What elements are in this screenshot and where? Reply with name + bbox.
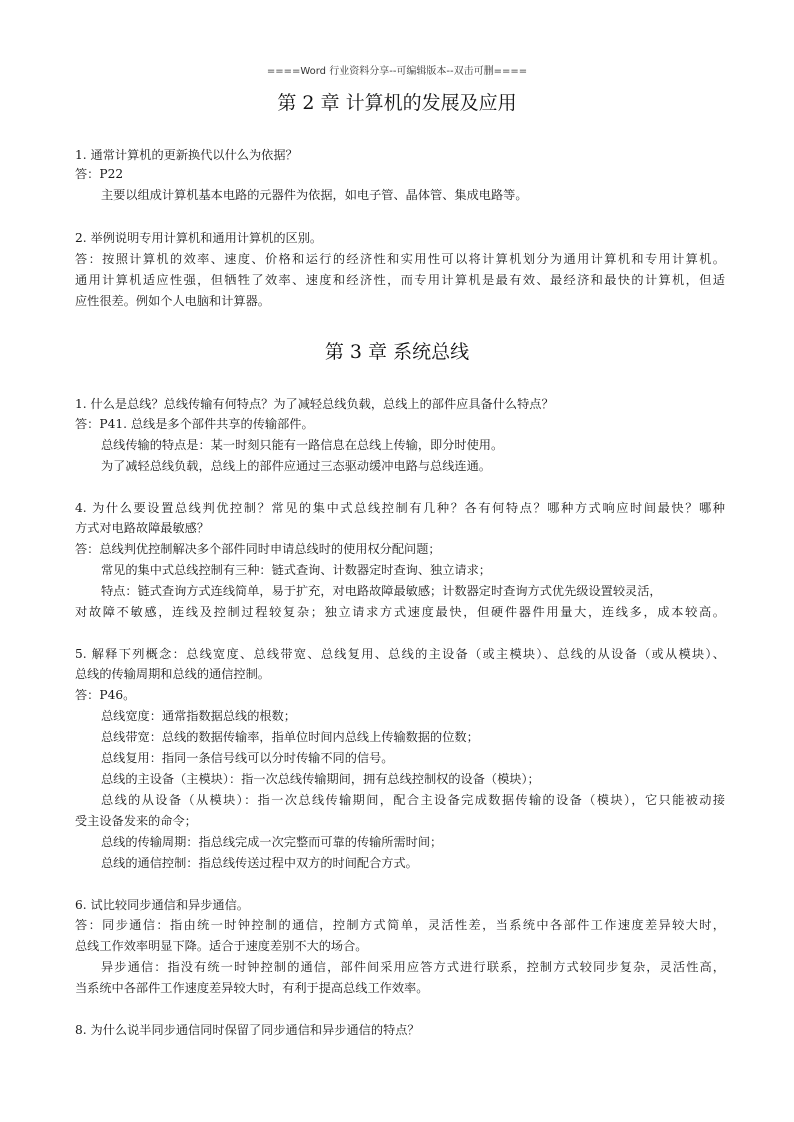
ch3-q4-question: 4. 为什么要设置总线判优控制？常见的集中式总线控制有几种？各有何特点？哪种方式响应时间最快？哪种: [75, 501, 725, 515]
ch3-q6-answer-line: 异步通信：指没有统一时钟控制的通信，部件间采用应答方式进行联系，控制方式较同步复杂，灵活性高，: [101, 960, 725, 974]
ch2-q2-answer-line: 应性很差。例如个人电脑和计算器。: [75, 294, 270, 308]
ch3-q5-question: 5. 解释下列概念：总线宽度、总线带宽、总线复用、总线的主设备（或主模块）、总线的从设备（或从模块）、: [75, 647, 725, 661]
ch2-q2-answer-line: 答：按照计算机的效率、速度、价格和运行的经济性和实用性可以将计算机划分为通用计算机和专用计算机。: [75, 252, 725, 266]
chapter-2-title: 第 2 章 计算机的发展及应用: [277, 92, 517, 114]
header-banner: ====Word 行业资料分享--可编辑版本--双击可删====: [266, 66, 528, 77]
ch3-q6-answer-line: 总线工作效率明显下降。适合于速度差别不大的场合。: [75, 939, 368, 953]
ch3-q5-answer-line: 总线的从设备（从模块）：指一次总线传输期间，配合主设备完成数据传输的设备（模块），它只能被动接: [101, 793, 725, 807]
ch3-q5-answer-line: 答：P46。: [75, 688, 136, 702]
ch3-q5-answer-line: 总线的主设备（主模块）：指一次总线传输期间，拥有总线控制权的设备（模块）；: [101, 772, 540, 786]
ch2-q1-question: 1. 通常计算机的更新换代以什么为依据？: [75, 148, 298, 162]
ch3-q5-answer-line: 总线的传输周期：指总线完成一次完整而可靠的传输所需时间；: [101, 835, 443, 849]
ch3-q5-question: 总线的传输周期和总线的通信控制。: [75, 667, 270, 681]
ch3-q5-answer-line: 总线的通信控制：指总线传送过程中双方的时间配合方式。: [101, 856, 418, 870]
ch3-q4-answer-line: 常见的集中式总线控制有三种：链式查询、计数器定时查询、独立请求；: [101, 563, 491, 577]
ch3-q1-answer-line: 答：P41. 总线是多个部件共享的传输部件。: [75, 417, 314, 431]
ch2-q2-question: 2. 举例说明专用计算机和通用计算机的区别。: [75, 231, 323, 245]
ch2-q1-answer-line: 答：P22: [75, 167, 124, 181]
ch3-q6-question: 6. 试比较同步通信和异步通信。: [75, 898, 249, 912]
ch2-q1-answer-line: 主要以组成计算机基本电路的元器件为依据，如电子管、晶体管、集成电路等。: [101, 188, 528, 202]
ch2-q2-answer-line: 通用计算机适应性强，但牺牲了效率、速度和经济性，而专用计算机是最有效、最经济和最快的计算机，但适: [75, 273, 725, 287]
ch3-q4-answer-line: 答：总线判优控制解决多个部件同时申请总线时的使用权分配问题；: [75, 542, 441, 556]
ch3-q1-question: 1. 什么是总线？总线传输有何特点？为了减轻总线负载，总线上的部件应具备什么特点？: [75, 397, 554, 411]
ch3-q6-answer-line: 当系统中各部件工作速度差异较大时，有利于提高总线工作效率。: [75, 981, 429, 995]
ch3-q4-question: 方式对电路故障最敏感？: [75, 521, 210, 535]
ch3-q5-answer-line: 总线复用：指同一条信号线可以分时传输不同的信号。: [101, 751, 394, 765]
ch3-q5-answer-line: 总线宽度：通常指数据总线的根数；: [101, 709, 296, 723]
chapter-3-title: 第 3 章 系统总线: [324, 341, 470, 363]
ch3-q8-question: 8. 为什么说半同步通信同时保留了同步通信和异步通信的特点？: [75, 1023, 420, 1037]
ch3-q5-answer-line: 总线带宽：总线的数据传输率，指单位时间内总线上传输数据的位数；: [101, 730, 479, 744]
ch3-q1-answer-line: 为了减轻总线负载，总线上的部件应通过三态驱动缓冲电路与总线连通。: [101, 459, 491, 473]
ch3-q5-answer-line: 受主设备发来的命令；: [75, 814, 197, 828]
ch3-q4-answer-line: 对故障不敏感，连线及控制过程较复杂；独立请求方式速度最快，但硬件器件用量大，连线多，成本较高。: [75, 605, 725, 619]
ch3-q1-answer-line: 总线传输的特点是：某一时刻只能有一路信息在总线上传输，即分时使用。: [101, 438, 504, 452]
ch3-q4-answer-line: 特点：链式查询方式连线简单，易于扩充，对电路故障最敏感；计数器定时查询方式优先级设置较灵活，: [101, 584, 662, 598]
ch3-q6-answer-line: 答：同步通信：指由统一时钟控制的通信，控制方式简单，灵活性差，当系统中各部件工作速度差异较大时，: [75, 918, 725, 932]
